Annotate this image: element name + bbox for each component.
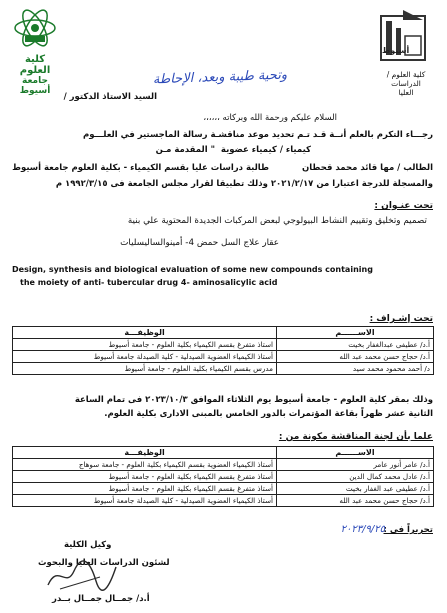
member-name: أ.د/ عادل محمد كمال الدين (277, 471, 434, 483)
table-row (13, 471, 434, 483)
table-row (13, 459, 434, 471)
session-line2: الثانية عشر ظهراً بقاعة المؤتمرات بالدور الخامس بالمبنى الادارى بكلية العلوم. (104, 409, 433, 419)
thesis-title-en-line2: the moiety of anti- tubercular drug 4- aminosalicylic acid (20, 278, 278, 287)
supervision-table (12, 326, 434, 375)
right-caption-line2: العليا (398, 88, 414, 97)
handwritten-greeting: وتحية طيبة وبعد، الإحاطة (152, 67, 288, 88)
date-value: ٢٠٢٣/٩/٢٥ (340, 524, 385, 535)
atom-emblem-icon (8, 6, 62, 50)
thesis-title-ar-line1: تصميم وتخليق وتقييم النشاط البيولوجي لبعض المركبات الجديدة المحتوية علي بنية (127, 216, 427, 226)
member-job: أستاذ الكيمياء العضوية بقسم الكيمياء بكلية العلوم - جامعة سوهاج (13, 459, 277, 471)
supervision-header-job: الوظيفـــة (13, 327, 277, 339)
member-job: أستاذ متفرغ بقسم الكيمياء بكلية العلوم - جامعة أسيوط (13, 483, 277, 495)
supervisor-job: أستاذ الكيمياء العضوية الصيدلية - كلية الصيدلة جامعة أسيوط (13, 351, 277, 363)
member-name: أ.د/ حجاج حسن محمد عبد الله (277, 495, 434, 507)
supervisor-job: استاذ متفرغ بقسم الكيمياء بكلية العلوم - جامعة أسيوط (13, 339, 277, 351)
date-label: تحريراً فى : (383, 525, 433, 535)
table-row (13, 351, 434, 363)
committee-header-name: الاســــــم (277, 447, 434, 459)
supervisor-name: أ.د/ حجاج حسن محمد عبد الله (277, 351, 434, 363)
registration-line: والمسجلة للدرجة اعتبارا من ٢٠٢١/٢/١٧ وذلك تطبيقا لقرار مجلس الجامعة فى ١٩٩٢/٣/١٥ م (55, 179, 433, 189)
addressee-line: السيد الاستاذ الدكتور / (63, 92, 157, 102)
logo-caption-university: جامعة أسيوط (19, 76, 51, 96)
table-row (13, 363, 434, 375)
right-caption-line1: كلية العلوم / الدراسات (386, 70, 426, 88)
committee-table (12, 446, 434, 507)
student-description: طالبة دراسات عليا بقسم الكيمياء - بكلية العلوم جامعة أسيوط (12, 163, 269, 173)
salutation: السلام عليكم ورحمة الله وبركاته ،،،،،، (203, 113, 337, 123)
committee-header-job: الوظيفـــة (13, 447, 277, 459)
handwritten-signature (40, 555, 120, 595)
faculty-of-science-logo (8, 6, 62, 96)
supervisor-job: مدرس بقسم الكيمياء بكلية العلوم - جامعة أسيوط (13, 363, 277, 375)
title-label: تحت عنـوان : (374, 201, 433, 211)
signature-title2: لشئون الدراسات العليا والبحوث (38, 558, 170, 568)
committee-label: علما بأن لجنة المناقشة مكونة من : (278, 432, 433, 442)
session-line1: وذلك بمقر كلية العلوم - جامعة أسيوط يوم الثلاثاء الموافق ٢٠٢٣/١٠/٣ فى تمام الساعة (74, 395, 433, 405)
member-name: أ.د/ عامر أنور عامر (277, 459, 434, 471)
supervisor-name: أ.د/ عطيفى عبدالغفار بخيت (277, 339, 434, 351)
member-job: أستاذ متفرغ بقسم الكيمياء بكلية العلوم - جامعة أسيوط (13, 471, 277, 483)
supervision-header-name: الاســــــم (277, 327, 434, 339)
table-row (13, 483, 434, 495)
assiut-university-logo (372, 6, 440, 96)
thesis-title-en-line1: Design, synthesis and biological evaluation of some new compounds containing (12, 265, 373, 274)
logo-word: أسيوط (382, 46, 410, 55)
member-job: أستاذ الكيمياء العضوية الصيدلية - كلية الصيدلة جامعة أسيوط (13, 495, 277, 507)
table-row (13, 339, 434, 351)
signature-name: أ.د/ جمــال جمــال بــدر (52, 594, 150, 604)
student-name: الطالب / مها قائد محمد قحطان (301, 163, 433, 173)
university-emblem-icon (378, 6, 428, 66)
logo-caption-faculty: كلية العلوم (19, 54, 51, 76)
field-name: كيمياء / كيمياء عضوية (220, 145, 311, 155)
supervisor-name: د/ أحمد محمود محمد سيد (277, 363, 434, 375)
presented-by: " المقدمة مـن (155, 145, 215, 155)
request-line: رجـــاء التكرم بالعلم أنــة قـد تـم تحديد موعد مناقشـة رسالة الماجستير في العلـــوم (83, 130, 433, 140)
supervision-label: تحت إشـراف : (369, 314, 433, 324)
signature-title1: وكيل الكلية (64, 540, 112, 550)
committee-header-row (13, 447, 434, 459)
thesis-title-ar-line2: عقار علاج السل حمض 4- أمينوالساليسليات (120, 238, 279, 248)
member-name: أ.د/ عطيفى عبد الغفار بخيت (277, 483, 434, 495)
table-row (13, 495, 434, 507)
supervision-header-row (13, 327, 434, 339)
